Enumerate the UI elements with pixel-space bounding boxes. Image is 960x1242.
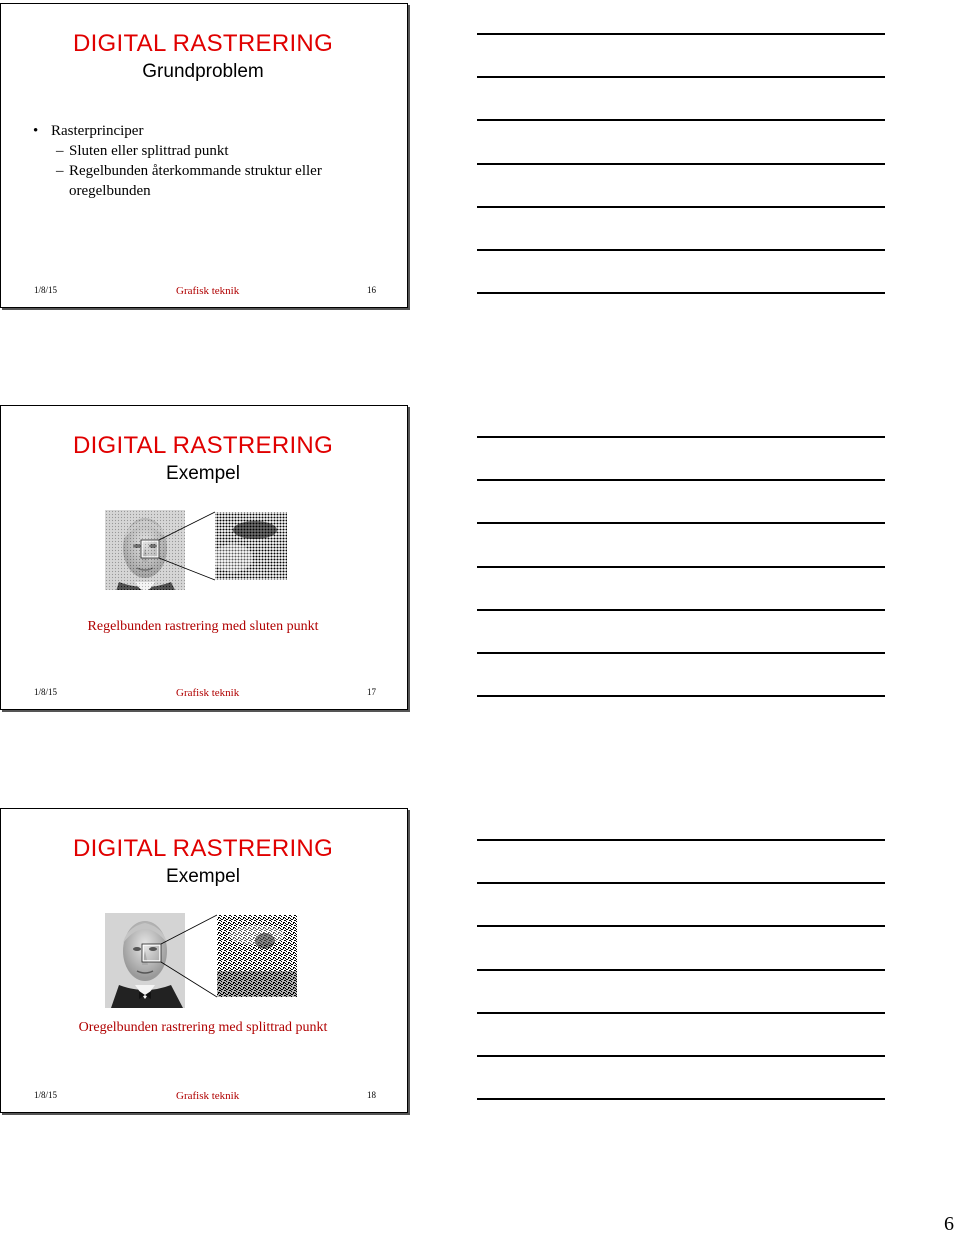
footer-date: 1/8/15 (34, 687, 58, 697)
footer-date: 1/8/15 (34, 285, 58, 295)
stochastic-portrait-figure (105, 913, 305, 1008)
footer-slide-number: 17 (367, 687, 376, 697)
note-line (477, 1098, 885, 1100)
note-line (477, 1012, 885, 1014)
slide-caption: Oregelbunden rastrering med splittrad punkt (78, 1020, 328, 1035)
slide-caption: Regelbunden rastrering med sluten punkt (87, 619, 319, 634)
portrait-image (105, 510, 185, 590)
note-line (477, 76, 885, 78)
stochastic-zoom-image (217, 915, 297, 997)
slide-17 (0, 405, 408, 710)
note-line (477, 163, 885, 165)
bullet-text: Rasterprinciper (51, 123, 144, 139)
note-line (477, 33, 885, 35)
footer-date: 1/8/15 (34, 1090, 58, 1100)
footer-slide-number: 16 (367, 285, 376, 295)
footer-slide-number: 18 (367, 1090, 376, 1100)
footer-course: Grafisk teknik (176, 285, 240, 297)
sub-item (33, 141, 322, 161)
note-line (477, 695, 885, 697)
notes-lines-18 (477, 839, 885, 1104)
portrait-image (105, 913, 185, 1008)
dash-icon: – (56, 163, 64, 179)
note-line (477, 652, 885, 654)
note-line (477, 1055, 885, 1057)
note-line (477, 925, 885, 927)
footer-course: Grafisk teknik (176, 687, 240, 699)
halftone-portrait-figure (105, 510, 295, 590)
note-line (477, 839, 885, 841)
note-line (477, 119, 885, 121)
slide-subtitle: Exempel (166, 463, 240, 484)
notes-lines-17 (477, 436, 885, 701)
slide-18 (0, 808, 408, 1113)
note-line (477, 249, 885, 251)
note-line (477, 969, 885, 971)
note-line (477, 292, 885, 294)
note-line (477, 522, 885, 524)
notes-lines-16 (477, 33, 885, 298)
slide-title: DIGITAL RASTRERING (72, 30, 334, 57)
sub-item (33, 161, 322, 181)
note-line (477, 882, 885, 884)
slide-subtitle: Grundproblem (142, 61, 264, 82)
note-line (477, 436, 885, 438)
halftone-zoom-image (213, 512, 287, 580)
sub-item-continuation: oregelbunden (69, 183, 151, 199)
footer-course: Grafisk teknik (176, 1090, 240, 1102)
bullet-list (33, 121, 322, 201)
note-line (477, 609, 885, 611)
note-line (477, 479, 885, 481)
bullet-item (33, 121, 322, 141)
slide-subtitle: Exempel (166, 866, 240, 887)
sub-item-text: Sluten eller splittrad punkt (69, 143, 229, 159)
note-line (477, 206, 885, 208)
bullet-dot-icon: • (33, 123, 39, 139)
dash-icon: – (56, 143, 64, 159)
slide-16 (0, 3, 408, 308)
slide-title: DIGITAL RASTRERING (72, 432, 334, 459)
note-line (477, 566, 885, 568)
sub-item-text: Regelbunden återkommande struktur eller (69, 163, 322, 179)
page-number: 6 (944, 1213, 954, 1235)
slide-title: DIGITAL RASTRERING (72, 835, 334, 862)
